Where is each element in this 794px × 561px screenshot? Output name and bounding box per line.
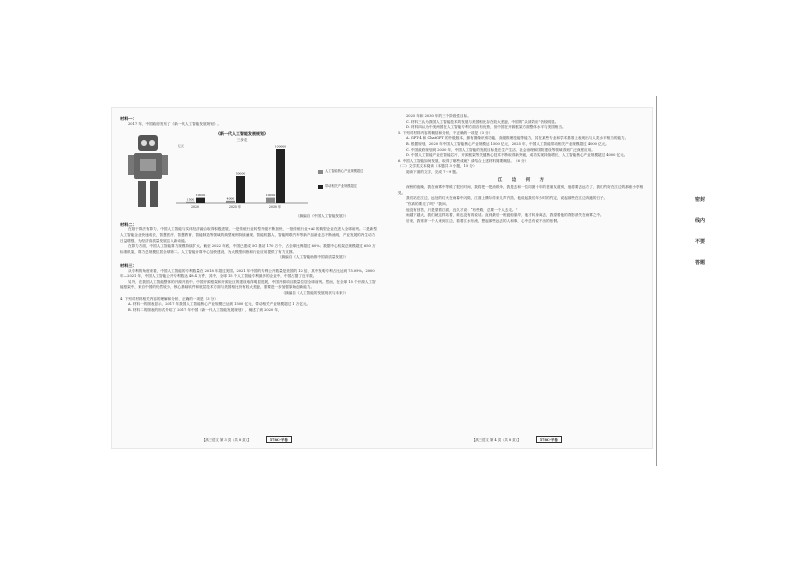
bar-0-1 — [196, 198, 205, 203]
bar-value-1-0: 4000 — [226, 196, 235, 201]
chart-title: 《新一代人工智能发展规划》 — [216, 131, 268, 137]
binding-note: 密封线内不要答题 — [694, 197, 705, 266]
q5-option-d: D. 中国人工智能产业在智能芯片、开源框架等关键核心技术不断取得新突破，成功实现持续增长，人工智能核心产业规模超过 4000 亿元。 — [406, 153, 628, 158]
q4-option-c: C. 材料三认为我国人工智能技术的发展与美国相比存在较大差距，中国的“头部效应”仍较明显。 — [406, 119, 559, 124]
legend-swatch-core — [318, 170, 323, 174]
q5-option-c: C. 中国政府规划到 2030 年，中国人工智能的发展目标是在生产生活、社会治理和国防建设等领域得到广泛深度应用。 — [406, 147, 595, 152]
chart-subtitle: 三步走 — [236, 138, 248, 143]
bar-value-1-1: 50000 — [235, 171, 246, 176]
section-title: （二）文学类文本阅读（本题共 3 小题，15 分） — [398, 164, 477, 169]
chart-area — [120, 129, 378, 211]
chart-ylabel: 亿元 — [178, 144, 185, 149]
bar-1-1 — [236, 176, 245, 203]
question-6: 6. 中国人工智能如何发展，取得了哪些成就？请结合上述材料简要概括。（6 分） — [398, 158, 529, 163]
material3-source: （摘编自《人工智能的发展现状与未来》） — [281, 290, 348, 295]
q4-option-b-cont: 2025 年和 2030 年的三个阶段性目标。 — [406, 114, 471, 118]
category-label-1: 2025 年 — [228, 205, 242, 210]
bar-value-2-0: 10000 — [265, 193, 276, 198]
bar-value-0-0: 1500 — [186, 197, 195, 202]
q5-option-a: A. GPT-4 和 ChatGPT 的升级版本，拥有图像识别功能，高级推理技能等能力，其在某些专业和学术基准上表现出与人类水平相当的能力。 — [406, 136, 629, 141]
material3-para2: 另外，在我国人工智能整体的开源开放中，中国开源框架和开源社区的建设取得明显进展，中国开源项目数量位居全球前列。然而，在全球 15 个开源人工智能框架中，来自中国的仍然较少，核心基础软件和底层技术方面与美国相比仍有较大差距，需要进一步加强原始创新能力。 — [120, 279, 376, 290]
exam-sheet — [112, 108, 652, 448]
category-label-0: 2020 — [190, 205, 200, 210]
material2-source: （摘编自《人工智能助推中国高质量发展》） — [277, 255, 348, 260]
q4-option-a: A. 材料一的图表显示，2017 年我国人工智能核心产业规模已达到 1500 亿元，带动相关产业规模超过 1 万亿元。 — [128, 302, 311, 307]
bar-2-1 — [276, 149, 285, 203]
bar-value-2-1: 100000 — [274, 144, 287, 149]
right-column — [398, 114, 648, 224]
chart-legend — [318, 169, 378, 199]
bar-chart — [172, 129, 312, 211]
story-para3: “你真的要走了吗？”我问。 — [406, 201, 450, 206]
story-para1: 深秋的夜晚，我在雨雾中等候了很长时间，我将把一把油纸伞，我是去和一位同窗十年的老朋友道别，他将要去远方了，我们约好在江边的那座小亭相见。 — [398, 185, 644, 195]
legend-item-related — [318, 184, 378, 189]
material3-para1: 从专利的角度来看，中国人工智能的专利数量在 2018 年超过美国。2021 年中国的专利公开数量是美国的 12 倍，其中发明专利占比达到 75.09%。2000 年—2021 年，中国人工智能公开专利数达 48.4 万件，其中，全球 15 个人工智能专利最多的企业中，中国占据了近半数。 — [120, 268, 375, 279]
story-para6: 后来，我常常一个人来到江边，看着江水东流，想起那些远去的人和事，心中总有说不出的怅惘。 — [406, 218, 561, 223]
material2-title: 材料二： — [120, 221, 137, 227]
story-title: 江 边 何 方 — [497, 177, 549, 183]
legend-swatch-related — [318, 185, 323, 189]
material1-title: 材料一： — [120, 116, 137, 121]
bar-1-0 — [226, 201, 235, 203]
bar-value-0-1: 10000 — [195, 193, 206, 198]
q5-option-b: B. 根据规划，2020 年中国人工智能核心产业规模达 1500 亿元，2025 年，中国人工智能带动相关产业规模超过 4000 亿元。 — [406, 141, 609, 146]
legend-item-core — [318, 169, 378, 174]
legend-label-core: 人工智能核心产业规模超过 — [325, 169, 364, 174]
material3-title: 材料三： — [120, 262, 137, 268]
footer-right-page: 【高三语文 第 4 页（共 8 页）】 — [472, 438, 521, 442]
material1-source: （摘编自《中国人工智能发展》） — [295, 214, 348, 219]
fold-line — [656, 96, 657, 466]
story-para4: 他没有回答，只是望着江面，良久才说：“有些路，总要一个人去走。” — [406, 207, 518, 212]
footer-left — [202, 436, 292, 443]
footer-right — [472, 436, 562, 443]
category-label-2: 2030 年 — [268, 205, 282, 210]
bar-0-0 — [186, 202, 195, 203]
q4-option-d: D. 材料四认为中美两国在人工智能专利方面各有优势，但中国在开源框架方面整体水平与美国相当。 — [406, 125, 566, 130]
footer-right-code: 578C-平卷 — [536, 436, 562, 443]
section-intro: 阅读下面的文字，完成 7～9 题。 — [406, 169, 460, 174]
question-5: 5. 下列对材料内容的概括和分析，不正确的一项是（3 分） — [398, 130, 493, 135]
question-4: 4. 下列对材料相关内容的理解和分析，正确的一项是（3 分） — [120, 296, 218, 301]
material2-para2: 在算力方面，中国人工智能算力规模持续扩大。截至 2022 年底，中国已建成 5G 基站 170 万个，占全球比例超过 60%；数据中心机架总规模超过 650 万标准机架，算力总规模位居全球第二。人工智能计算中心加快建设，为大模型训练和行业应用提供了有力支撑。 — [120, 244, 376, 254]
bar-2-0 — [266, 198, 275, 203]
material1-intro: 2017 年，中国政府发布了《新一代人工智能发展规划》。 — [128, 121, 221, 126]
legend-label-related: 带动相关产业规模超过 — [325, 184, 357, 189]
left-column — [120, 114, 378, 313]
robot-illustration — [128, 133, 168, 209]
q4-option-b: B. 材料二的图表的形式介绍了 2017 年中国《新一代人工智能发展规划》，阐述了到 2020 年， — [128, 307, 282, 312]
footer-left-code: 578C-平卷 — [266, 436, 292, 443]
footer-left-page: 【高三语文 第 3 页（共 8 页）】 — [202, 438, 251, 442]
story-para2: 我们站在江边，远处的灯火在雨幕中闪烁，江面上偶尔传来几声汽笛，他说起我们年少时的约定，说起那些在江边奔跑的日子。 — [406, 196, 608, 201]
story-para5: 雨越下越大，我们就这样站着，谁也没有再说话。直到最后一班渡船靠岸，他才转身离去，我望着他的背影消失在雨雾之中。 — [406, 213, 604, 218]
material2-para1: 在基于算法有算力，中国人工智能与实体经济融合取得积极进展，一是传统行业转型升级不断加快，一批传统行业+AI 的典型企业在进入全球前列。二是新型人工智能企业快速成长，智慧医疗、智慧教育、智能制造等领域的典型案例持续涌现，智能机器人、智能网联汽车等新产品新业态不断涌现，产业发展的内生动力日益增强，为经济高质量发展注入新动能。 — [120, 227, 377, 243]
